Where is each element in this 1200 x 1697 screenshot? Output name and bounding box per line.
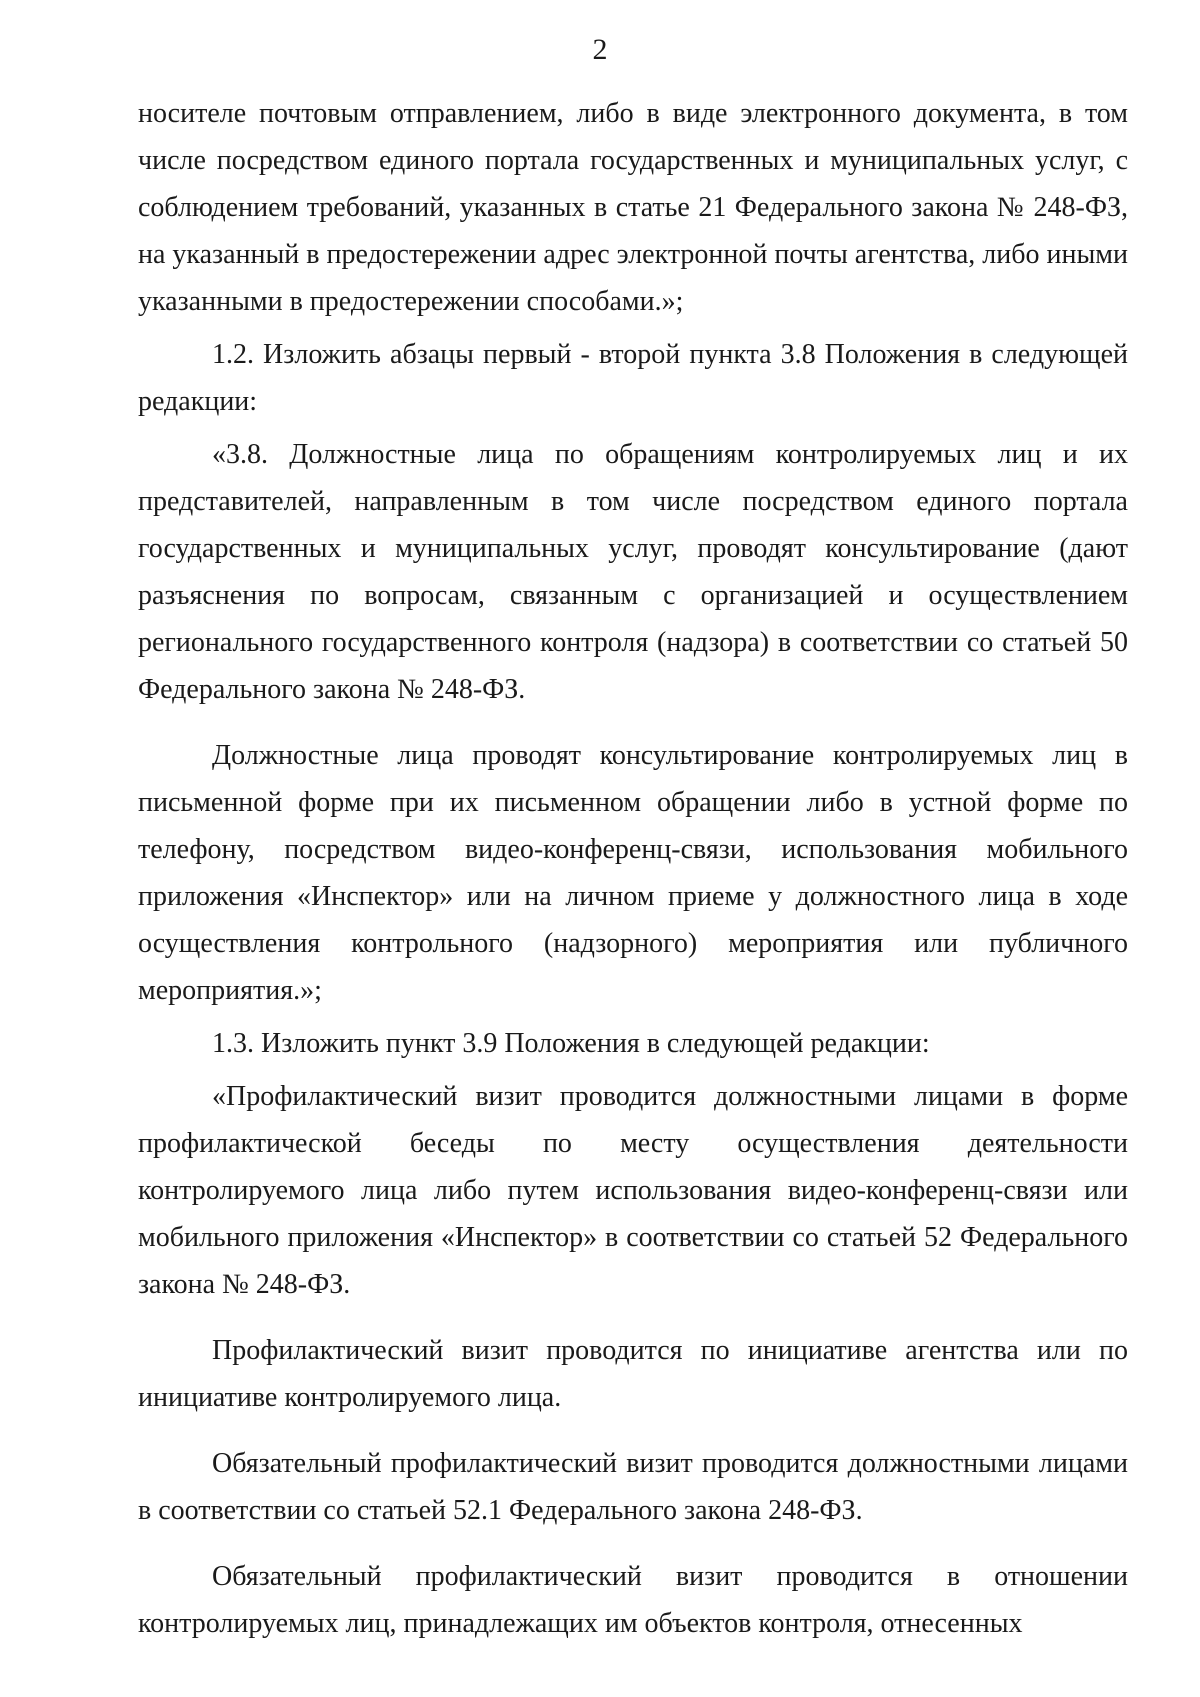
paragraph-mandatory-visit-objects: Обязательный профилактический визит проводится в отношении контролируемых лиц, принадлежащих им объектов контроля, отнесенных: [138, 1561, 1128, 1639]
paragraph-clause-3-8: «3.8. Должностные лица по обращениям контролируемых лиц и их представителей, направленным в том числе посредством единого портала государственных и муниципальных услуг, проводят консультирование (дают разъяснения по вопросам, связанным с организацией и осуществлением регионального государственного контроля (надзора) в соответствии со статьей 50 Федерального закона № 248-ФЗ.: [138, 439, 1128, 705]
paragraph-item-1-2: 1.2. Изложить абзацы первый - второй пункта 3.8 Положения в следующей редакции:: [138, 339, 1128, 417]
paragraph-visit-initiative: Профилактический визит проводится по инициативе агентства или по инициативе контролируемого лица.: [138, 1335, 1128, 1413]
document-body: [138, 90, 1128, 1647]
paragraph-mandatory-visit: Обязательный профилактический визит проводится должностными лицами в соответствии со статьей 52.1 Федерального закона 248-ФЗ.: [138, 1448, 1128, 1526]
paragraph-preventive-visit: «Профилактический визит проводится должностными лицами в форме профилактической беседы по месту осуществления деятельности контролируемого лица либо путем использования видео-конференц-связи или мобильного приложения «Инспектор» в соответствии со статьей 52 Федерального закона № 248-ФЗ.: [138, 1081, 1128, 1300]
paragraph-item-1-3: 1.3. Изложить пункт 3.9 Положения в следующей редакции:: [212, 1028, 930, 1059]
paragraph-consultation: Должностные лица проводят консультирование контролируемых лиц в письменной форме при их письменном обращении либо в устной форме по телефону, посредством видео-конференц-связи, использования мобильного приложения «Инспектор» или на личном приеме у должностного лица в ходе осуществления контрольного (надзорного) мероприятия или публичного мероприятия.»;: [138, 740, 1128, 1006]
paragraph-continuation: носителе почтовым отправлением, либо в виде электронного документа, в том числе посредством единого портала государственных и муниципальных услуг, с соблюдением требований, указанных в статье 21 Федерального закона № 248-ФЗ, на указанный в предостережении адрес электронной почты агентства, либо иными указанными в предостережении способами.»;: [138, 98, 1128, 317]
page-number: 2: [592, 33, 608, 66]
